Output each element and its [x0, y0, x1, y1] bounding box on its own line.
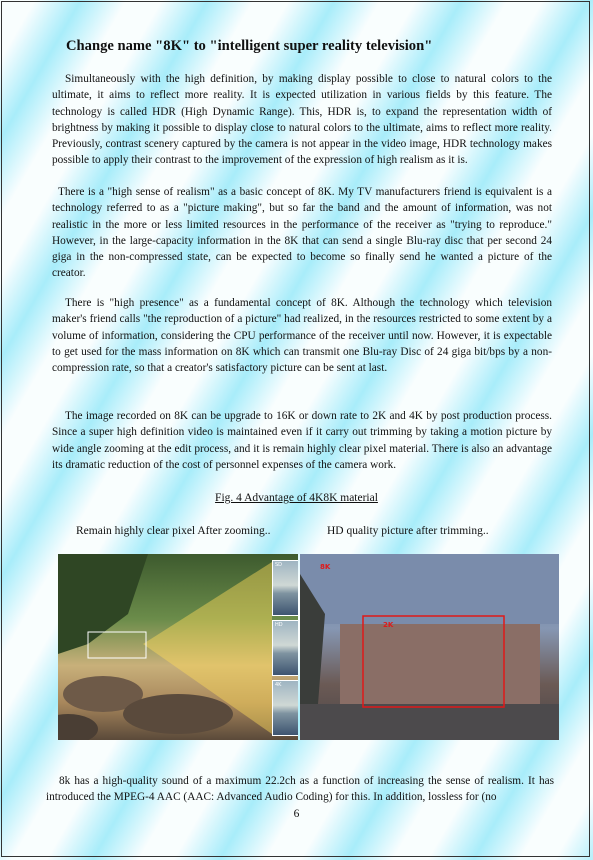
sd-inset [272, 560, 298, 616]
hd-label: HD [275, 622, 283, 628]
figure-right-label: HD quality picture after trimming.. [327, 525, 489, 537]
4k-label: 4K [275, 682, 282, 688]
hd-inset [272, 620, 298, 676]
stadium-scene-graphic [300, 554, 559, 740]
4k-inset [272, 680, 298, 736]
2k-tag: 2K [383, 621, 394, 629]
paragraph-presence: There is "high presence" as a fundamental concept of 8K. Although the technology which television maker's friend calls "the reproduction of a picture" had realized, in the resources restricted to some extent by a volume of information, considering the CPU performance of the receiver until now. However, it is expectable to get used for the mass information on 8K which can transmit one Blu-ray Disc of 24 giga bit/bps by a non-compression rate, so that a creator's satisfactory picture can be sent at last. [52, 297, 552, 375]
figure-left-label: Remain highly clear pixel After zooming.. [76, 525, 271, 537]
sd-label: SD [275, 562, 283, 568]
paragraph-audio: 8k has a high-quality sound of a maximum 22.2ch as a function of increasing the sense of realism. It has introduced the MPEG-4 AAC (AAC: Advanced Audio Coding) for this. In addition, lossless for (no [46, 775, 554, 804]
page-number: 6 [293, 808, 300, 820]
zoom-comparison-image [58, 554, 298, 740]
paragraph-postproduction: The image recorded on 8K can be upgrade to 16K or down rate to 2K and 4K by post production process. Since a super high definition video is maintained even if it carry out trimming by taking a motion picture by wide angle zooming at the edit process, and it is remain highly clear pixel material. There is also an advantage its dramatic reduction of the cost of personnel expenses of the camera work. [52, 410, 552, 471]
paragraph-realism: There is a "high sense of realism" as a basic concept of 8K. My TV manufacturers friend is equivalent is a technology referred to as a "picture making", but so far the band and the amount of information, was not realistic in the more or less limited resources in the performance of the receiver as "trying to reproduce." However, in the large-capacity information in the 8K that can send a single Blu-ray disc that per second 24 giga in the non-compressed state, can be expected to become so finally send he wanted a picture of the creator. [52, 186, 552, 280]
trimming-comparison-image [300, 554, 559, 740]
page-heading: Change name "8K" to "intelligent super reality television" [66, 38, 433, 54]
paragraph-hdr: Simultaneously with the high definition, by making display possible to close to natural colors to the ultimate, it aims to reflect more reality. It is expected utilization in various fields by this feature. The technology is called HDR (High Dynamic Range). This, HDR is, to expand the representation width of brightness by making it possible to display close to natural colors to the ultimate, aims to reflect more reality. Previously, contrast scenery captured by the camera is not appear in the video image, HDR technology makes possible to apply their contrast to the improvement of the expression of high realism as it is. [52, 73, 552, 167]
8k-tag: 8K [320, 563, 331, 571]
beach-scene-graphic [58, 554, 298, 740]
figure-caption: Fig. 4 Advantage of 4K8K material [215, 492, 378, 504]
